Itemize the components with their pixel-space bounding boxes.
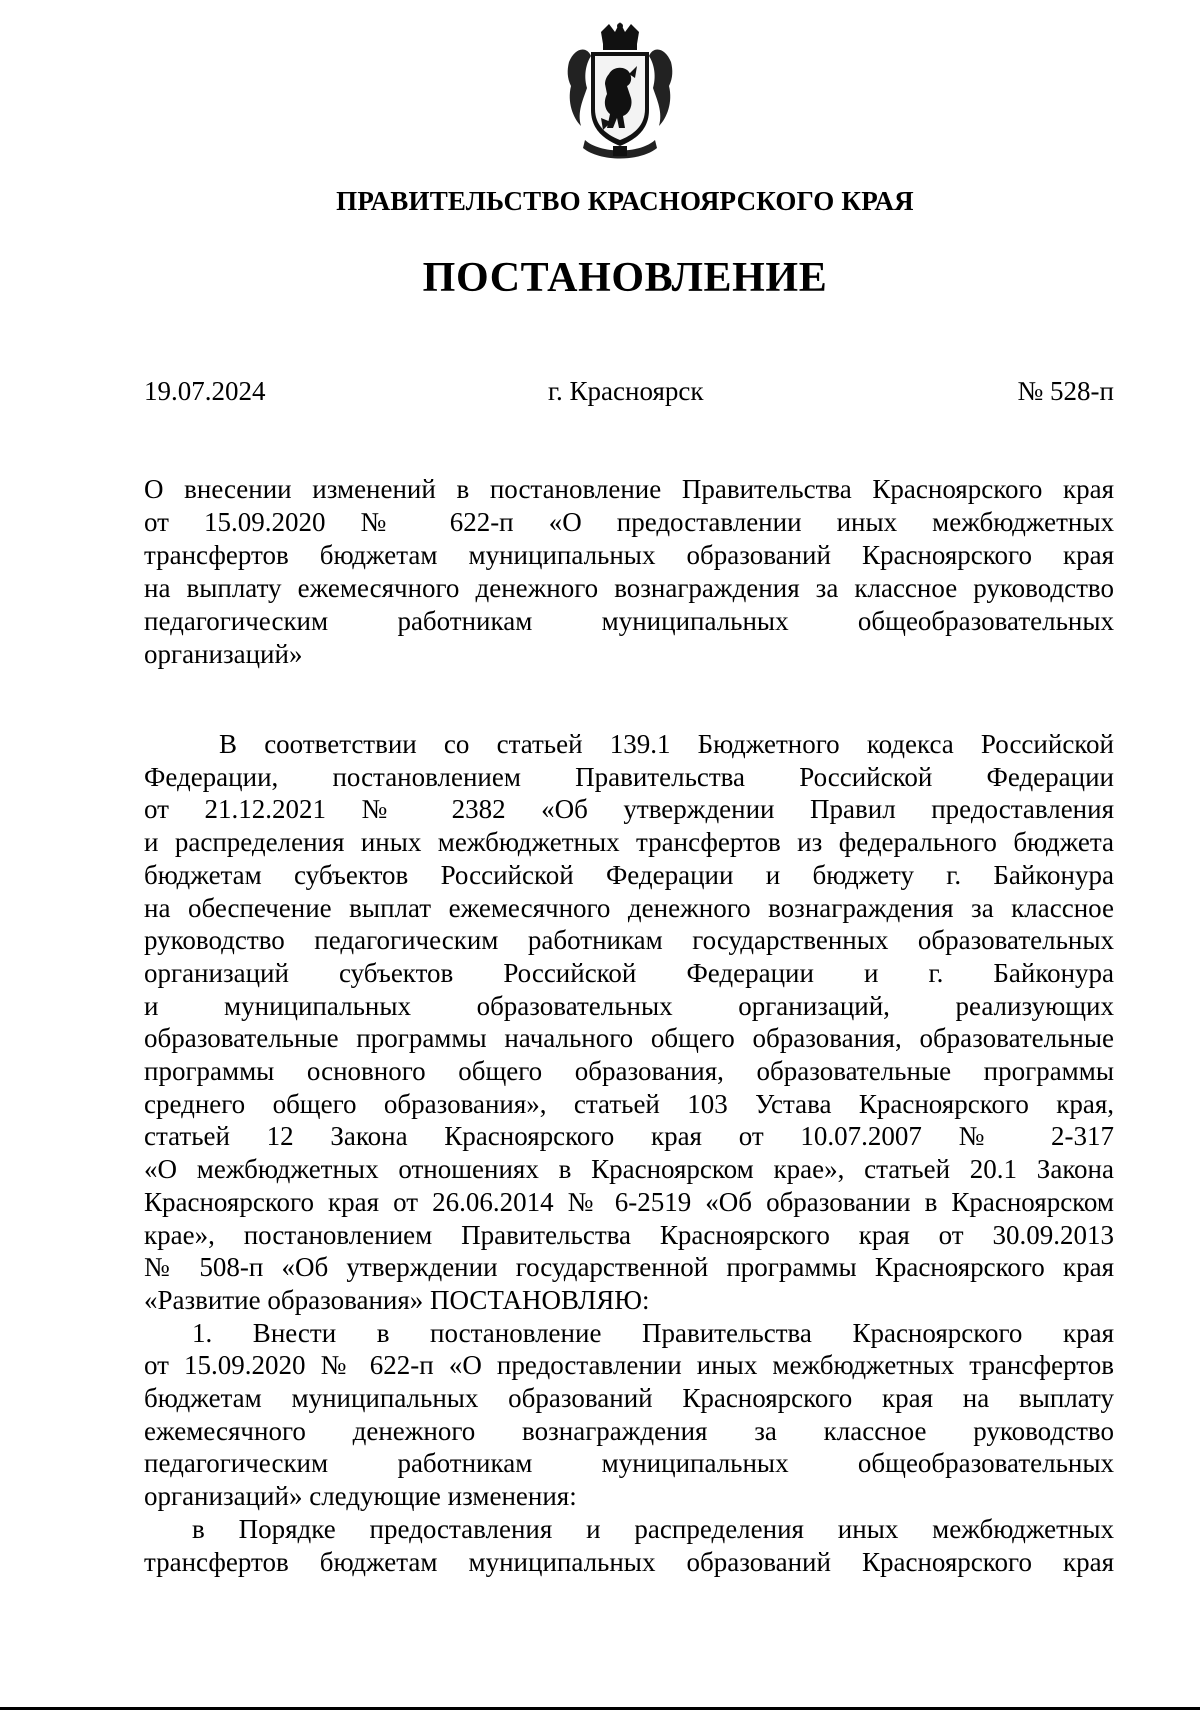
subject-line: О внесении изменений в постановление Правительства Красноярского края	[144, 474, 1114, 504]
body-line: статьей 12 Закона Красноярского края от 10.07.2007 № 2-317	[144, 1121, 1114, 1152]
page-bottom-border	[0, 1707, 1200, 1710]
body-line: ежемесячного денежного вознаграждения за классное руководство	[144, 1415, 1114, 1446]
subject-line: педагогическим работникам муниципальных общеобразовательных	[144, 606, 1114, 636]
subject-line: на выплату ежемесячного денежного вознаграждения за классное руководство	[144, 573, 1114, 603]
body-line: программы основного общего образования, образовательные программы	[144, 1056, 1114, 1087]
body-line: среднего общего образования», статьей 103 Устава Красноярского края,	[144, 1088, 1114, 1119]
body-line: от 21.12.2021 № 2382 «Об утверждении Правил предоставления	[144, 794, 1114, 825]
subject-line: от 15.09.2020 № 622-п «О предоставлении иных межбюджетных	[144, 507, 1114, 537]
document-date: 19.07.2024	[144, 376, 266, 406]
subject-line: организаций»	[144, 639, 303, 669]
body-line: крае», постановлением Правительства Красноярского края от 30.09.2013	[144, 1219, 1114, 1250]
body-line: от 15.09.2020 № 622-п «О предоставлении иных межбюджетных трансфертов	[144, 1350, 1114, 1381]
document-subject	[144, 473, 1114, 671]
body-line: на обеспечение выплат ежемесячного денежного вознаграждения за классное	[144, 892, 1114, 923]
document-number: № 528-п	[1017, 376, 1114, 406]
body-line: № 508-п «Об утверждении государственной программы Красноярского края	[144, 1252, 1114, 1283]
body-line: «О межбюджетных отношениях в Красноярском крае», статьей 20.1 Закона	[144, 1154, 1114, 1185]
document-type-heading: ПОСТАНОВЛЕНИЕ	[422, 255, 828, 301]
body-line: педагогическим работникам муниципальных общеобразовательных	[144, 1448, 1114, 1479]
body-line: Федерации, постановлением Правительства Российской Федерации	[144, 761, 1114, 792]
body-line: и распределения иных межбюджетных трансфертов из федерального бюджета	[144, 827, 1114, 858]
coat-of-arms-emblem	[565, 22, 675, 162]
body-line: «Развитие образования» ПОСТАНОВЛЯЮ:	[144, 1284, 650, 1315]
subject-line: трансфертов бюджетам муниципальных образований Красноярского края	[144, 540, 1114, 570]
body-line: организаций субъектов Российской Федерации и г. Байконура	[144, 957, 1114, 988]
body-line: образовательные программы начального общего образования, образовательные	[144, 1023, 1114, 1054]
document-city: г. Красноярск	[548, 376, 704, 406]
body-line: В соответствии со статьей 139.1 Бюджетного кодекса Российской	[219, 729, 1114, 759]
body-line: в Порядке предоставления и распределения иных межбюджетных	[192, 1513, 1114, 1544]
body-line: бюджетам субъектов Российской Федерации и бюджету г. Байконура	[144, 859, 1114, 890]
body-line: Красноярского края от 26.06.2014 № 6-2519 «Об образовании в Красноярском	[144, 1186, 1114, 1217]
body-line: бюджетам муниципальных образований Красноярского края на выплату	[144, 1383, 1114, 1414]
body-line: руководство педагогическим работникам государственных образовательных	[144, 925, 1114, 956]
organization-title: ПРАВИТЕЛЬСТВО КРАСНОЯРСКОГО КРАЯ	[336, 186, 914, 216]
body-line: и муниципальных образовательных организаций, реализующих	[144, 990, 1114, 1021]
document-body	[144, 728, 1114, 1578]
body-line: трансфертов бюджетам муниципальных образований Красноярского края	[144, 1546, 1114, 1577]
body-line: 1. Внести в постановление Правительства Красноярского края	[192, 1317, 1114, 1348]
body-line: организаций» следующие изменения:	[144, 1481, 577, 1512]
